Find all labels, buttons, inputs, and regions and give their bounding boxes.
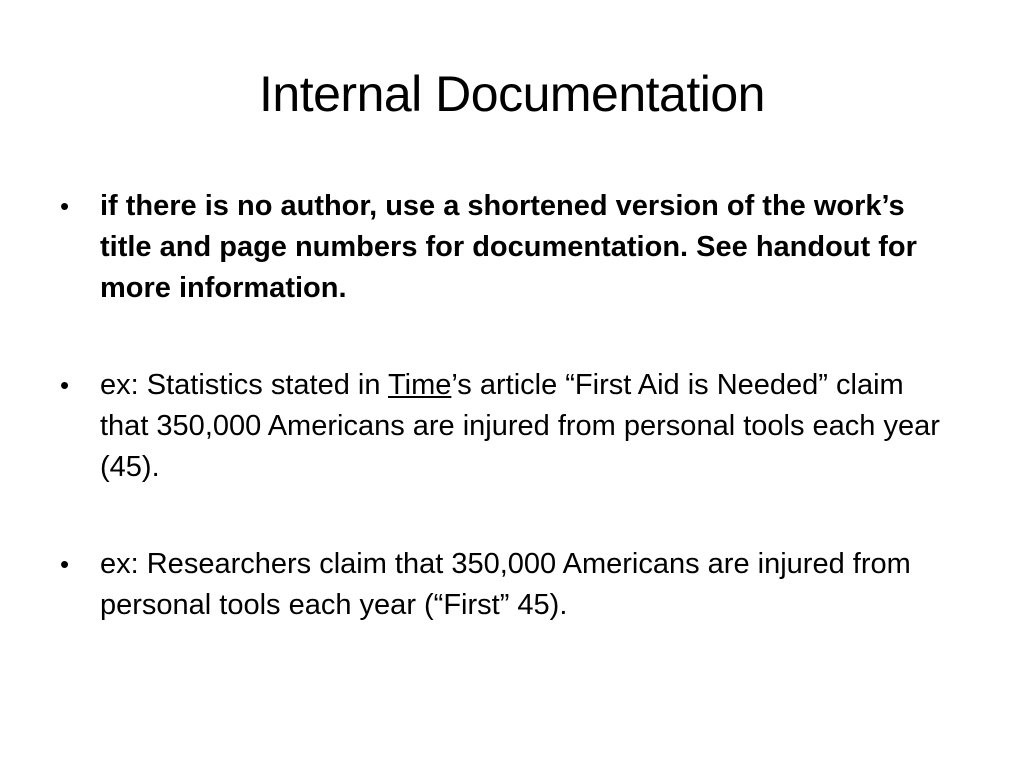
bullet-item-no-author-rule xyxy=(54,186,954,309)
bullet-text: if there is no author, use a shortened version of the work’s title and page numbers for documentation. See handout for more information. xyxy=(100,190,917,304)
bullet-item-example-time xyxy=(54,365,954,488)
bullet-dot-icon: • xyxy=(60,549,70,579)
bullet-text: ex: Researchers claim that 350,000 Americans are injured from personal tools each year (“First” 45). xyxy=(100,548,911,621)
bullet-text-suffix: ’s article “First Aid is Needed” claim that 350,000 Americans are injured from personal tools each year (45). xyxy=(100,369,940,483)
publication-title: Time xyxy=(388,369,452,401)
bullet-list xyxy=(54,186,954,682)
bullet-dot-icon: • xyxy=(60,370,70,400)
slide-title: Internal Documentation xyxy=(259,66,765,122)
bullet-text-prefix: ex: Statistics stated in xyxy=(100,369,388,401)
bullet-item-example-researchers xyxy=(54,544,954,626)
bullet-dot-icon: • xyxy=(60,191,70,221)
